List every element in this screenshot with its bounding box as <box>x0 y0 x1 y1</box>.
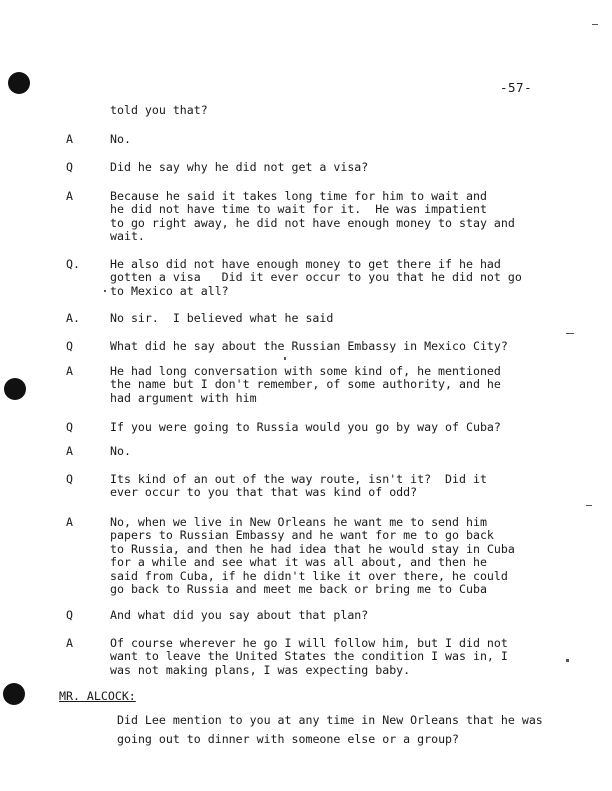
speaker-label: A <box>66 636 73 650</box>
binder-hole-top <box>8 72 30 94</box>
speaker-label: Q <box>66 339 73 353</box>
testimony-text: Its kind of an out of the way route, isn't it? Did it ever occur to you that that was kind of odd? <box>110 472 487 500</box>
continuation-text: told you that? <box>110 103 208 117</box>
speaker-label: Q <box>66 608 73 622</box>
speaker-label: Q <box>66 160 73 174</box>
binder-hole-bottom <box>3 683 25 705</box>
testimony-text: He had long conversation with some kind of, he mentioned the name but I don't remember, of some authority, and he had argument with him <box>110 364 501 405</box>
speaker-heading: MR. ALCOCK: <box>59 689 136 703</box>
scan-speck <box>592 24 598 25</box>
binder-hole-middle <box>4 378 26 400</box>
speaker-label: A <box>66 132 73 146</box>
testimony-text: No. <box>110 132 131 146</box>
scan-speck <box>104 290 106 292</box>
testimony-text: He also did not have enough money to get there if he had gotten a visa Did it ever occur to you that he did not go to Mexico at all? <box>110 257 522 298</box>
testimony-text: Did he say why he did not get a visa? <box>110 160 369 174</box>
testimony-text: No sir. I believed what he said <box>110 311 334 325</box>
testimony-text: What did he say about the Russian Embassy in Mexico City? <box>110 339 508 353</box>
speaker-label: Q <box>66 420 73 434</box>
speaker-label: A <box>66 189 73 203</box>
speaker-label: Q. <box>66 257 80 271</box>
scan-speck <box>566 659 569 662</box>
testimony-text: If you were going to Russia would you go by way of Cuba? <box>110 420 501 434</box>
testimony-text: Of course wherever he go I will follow him, but I did not want to leave the United States the condition I was in, I was not making plans, I was expecting baby. <box>110 636 508 677</box>
testimony-text: No. <box>110 444 131 458</box>
speaker-question-text: Did Lee mention to you at any time in New Orleans that he was going out to dinner with someone else or a group? <box>117 713 543 746</box>
testimony-text: No, when we live in New Orleans he want me to send him papers to Russian Embassy and he want for me to go back to Russia, and then he had idea that he would stay in Cuba for a while and see what it was all about, and then he said from Cuba, if he didn't like it over there, he could go back to Russia and meet me back or bring me to Cuba <box>110 515 515 597</box>
page-number: -57- <box>500 80 533 95</box>
scan-speck <box>586 505 592 506</box>
speaker-label: A <box>66 515 73 529</box>
speaker-label: A <box>66 364 73 378</box>
testimony-text: And what did you say about that plan? <box>110 608 369 622</box>
scan-speck <box>566 333 574 334</box>
speaker-label: A <box>66 444 73 458</box>
speaker-label: Q <box>66 472 73 486</box>
testimony-text: Because he said it takes long time for him to wait and he did not have time to wait for it. He was impatient to go right away, he did not have enough money to stay and wait. <box>110 189 515 244</box>
scan-speck <box>284 357 286 360</box>
speaker-label: A. <box>66 311 80 325</box>
